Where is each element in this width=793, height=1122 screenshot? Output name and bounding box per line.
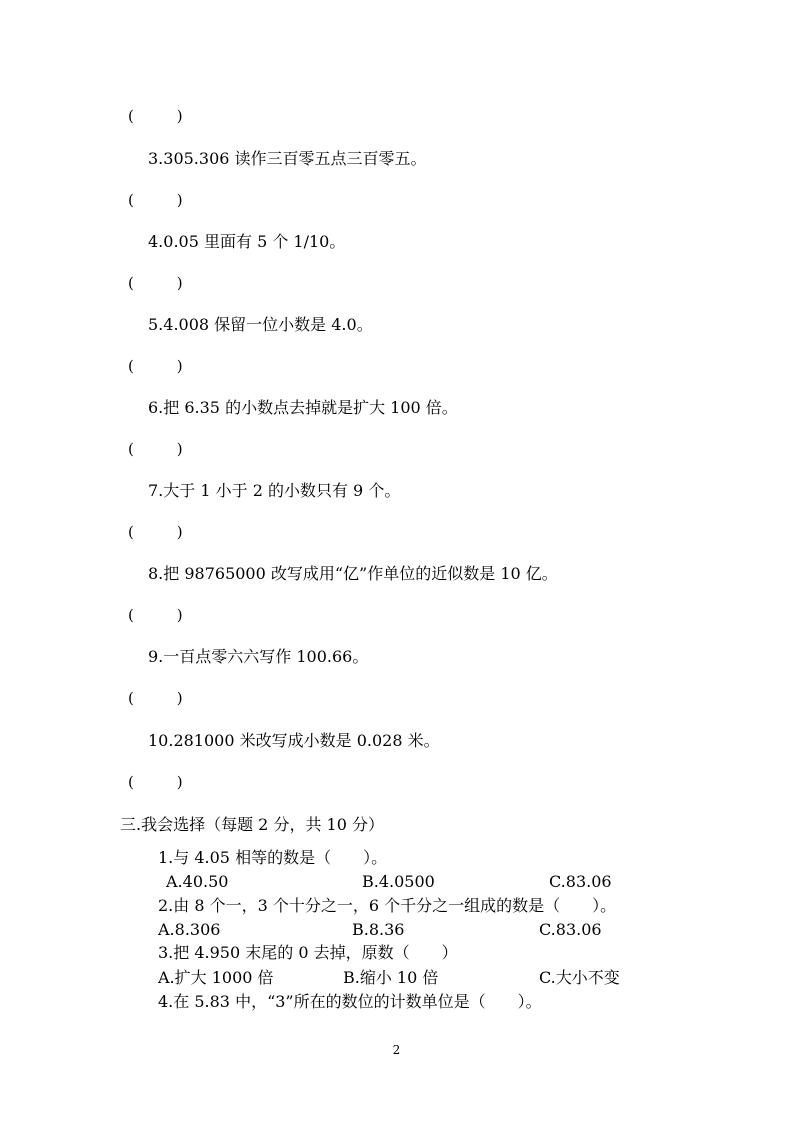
answer-blank: ( ) xyxy=(128,606,183,624)
option-b: B.缩小 10 倍 xyxy=(343,968,439,987)
statement-5: 5.4.008 保留一位小数是 4.0。 xyxy=(148,315,373,334)
option-c: C.83.06 xyxy=(539,920,602,939)
statement-9: 9.一百点零六六写作 100.66。 xyxy=(148,647,369,666)
statement-7: 7.大于 1 小于 2 的小数只有 9 个。 xyxy=(148,481,401,500)
option-b: B.4.0500 xyxy=(362,872,435,891)
option-c: C.83.06 xyxy=(549,872,612,891)
option-c: C.大小不变 xyxy=(539,968,620,987)
statement-6: 6.把 6.35 的小数点去掉就是扩大 100 倍。 xyxy=(148,398,458,417)
answer-blank: ( ) xyxy=(128,191,183,209)
answer-blank: ( ) xyxy=(128,440,183,458)
answer-blank: ( ) xyxy=(128,274,183,292)
choice-question-3: 3.把 4.950 末尾的 0 去掉，原数（ ） xyxy=(158,943,458,962)
answer-blank: ( ) xyxy=(128,523,183,541)
option-a: A.扩大 1000 倍 xyxy=(158,968,274,987)
section-heading: 三.我会选择（每题 2 分，共 10 分） xyxy=(120,815,384,834)
option-a: A.40.50 xyxy=(166,872,229,891)
statement-4: 4.0.05 里面有 5 个 1/10。 xyxy=(148,232,346,251)
statement-10: 10.281000 米改写成小数是 0.028 米。 xyxy=(148,731,440,750)
option-b: B.8.36 xyxy=(352,920,405,939)
statement-8: 8.把 98765000 改写成用“亿”作单位的近似数是 10 亿。 xyxy=(148,564,558,583)
choice-question-1: 1.与 4.05 相等的数是（ ）。 xyxy=(158,848,388,867)
choice-question-2: 2.由 8 个一，3 个十分之一，6 个千分之一组成的数是（ ）。 xyxy=(158,896,617,915)
answer-blank: ( ) xyxy=(128,773,183,791)
answer-blank: ( ) xyxy=(128,107,183,125)
answer-blank: ( ) xyxy=(128,357,183,375)
option-a: A.8.306 xyxy=(158,920,221,939)
statement-3: 3.305.306 读作三百零五点三百零五。 xyxy=(148,149,427,168)
page-number: 2 xyxy=(392,1043,401,1057)
choice-question-4: 4.在 5.83 中，“3”所在的数位的计数单位是（ ）。 xyxy=(158,992,542,1011)
answer-blank: ( ) xyxy=(128,689,183,707)
